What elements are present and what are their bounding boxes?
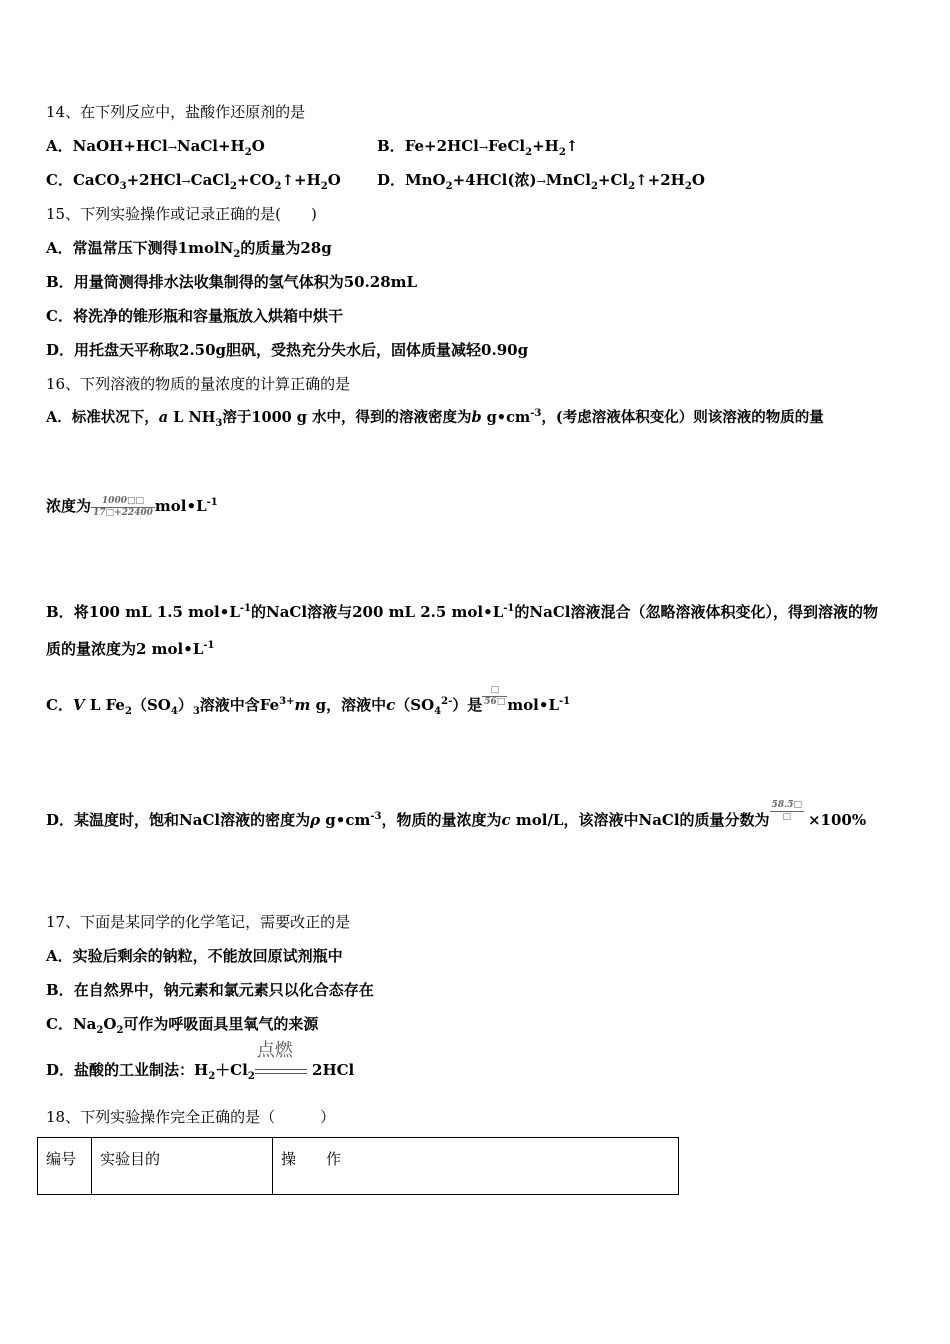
table-row — [38, 1138, 679, 1195]
q18-table — [37, 1137, 679, 1195]
reaction-condition-arrow: 点燃 — [255, 1061, 307, 1081]
q15-option-a: A．常温常压下测得1molN$_2$的质量为28g — [46, 239, 332, 260]
q17-option-b: B．在自然界中，钠元素和氯元素只以化合态存在 — [46, 981, 374, 999]
fraction-c: $\frac{□}{56□}$ — [484, 685, 506, 707]
q15-option-c: C．将洗净的锥形瓶和容量瓶放入烘箱中烘干 — [46, 307, 343, 325]
q17-option-a: A．实验后剩余的钠粒，不能放回原试剂瓶中 — [46, 947, 343, 965]
q15-option-d: D．用托盘天平称取2.50g胆矾，受热充分失水后，固体质量减轻0.90g — [46, 341, 529, 359]
q16-option-d: D．某温度时，饱和NaCl溶液的密度为ρ $g•cm^{-3}$，物质的量浓度为c mol/L，该溶液中NaCl的质量分数为 $\frac{58.5□}{□}$ ×100% — [46, 800, 867, 829]
q17-option-d: D．盐酸的工业制法：$H_2+Cl_2$ 点燃 2HCl — [46, 1040, 355, 1082]
header-cell-purpose: 实验目的 — [92, 1138, 273, 1195]
q17-stem: 17、下面是某同学的化学笔记，需要改正的是 — [46, 913, 351, 931]
q18-stem: 18、下列实验操作完全正确的是（ ） — [46, 1108, 336, 1126]
q14-stem: 14、在下列反应中，盐酸作还原剂的是 — [46, 103, 306, 121]
q16-option-b-line2: 质的量浓度为2 $mol•L^{-1}$ — [46, 640, 215, 658]
header-cell-operation: 操 作 — [273, 1138, 679, 1195]
q16-option-a-line1: A．标准状况下，a L $NH_3$溶于1000 g 水中，得到的溶液密度为b $g•cm^{-3}$，(考虑溶液体积变化）则该溶液的物质的量 — [46, 408, 824, 429]
q16-stem: 16、下列溶液的物质的量浓度的计算正确的是 — [46, 375, 351, 393]
q15-stem: 15、下列实验操作或记录正确的是( ) — [46, 205, 317, 223]
q14-option-d: D．MnO$_2$+4HCl(浓)$\to MnCl_2+Cl_2↑+2H_2O$ — [377, 171, 705, 192]
q14-option-c: C．$CaCO_3+2HCl\to CaCl_2+CO_2↑+H_2O$ — [46, 171, 341, 192]
q16-option-c: C．V L $Fe_2(SO_4)_3$溶液中含$Fe^{3+}m$ g，溶液中$c(SO_4^{2-})$是 $\frac{□}{56□}$ $mol•L^{-1}$ — [46, 685, 571, 717]
q16-option-a-line2: 浓度为 $\frac{1000□□}{17□+22400}$ $mol•L^{-1}$ — [46, 495, 218, 518]
fraction-d: $\frac{58.5□}{□}$ — [771, 800, 802, 822]
fraction-a: $\frac{1000□□}{17□+22400}$ — [93, 495, 153, 518]
q17-option-c: C．$Na_2O_2$可作为呼吸面具里氧气的来源 — [46, 1015, 319, 1036]
q16-option-b-line1: B．将100 mL 1.5 $mol•L^{-1}$的NaCl溶液与200 mL 2.5 $mol•L^{-1}$的NaCl溶液混合（忽略溶液体积变化），得到溶液的物 — [46, 603, 878, 621]
q14-option-b: B．$Fe+2HCl\to FeCl_2+H_2↑$ — [377, 137, 579, 158]
header-cell-number: 编号 — [38, 1138, 92, 1195]
q15-option-b: B．用量筒测得排水法收集制得的氢气体积为50.28mL — [46, 273, 418, 291]
q14-option-a: A．$NaOH+HCl\to NaCl+H_2O$ — [46, 137, 265, 158]
